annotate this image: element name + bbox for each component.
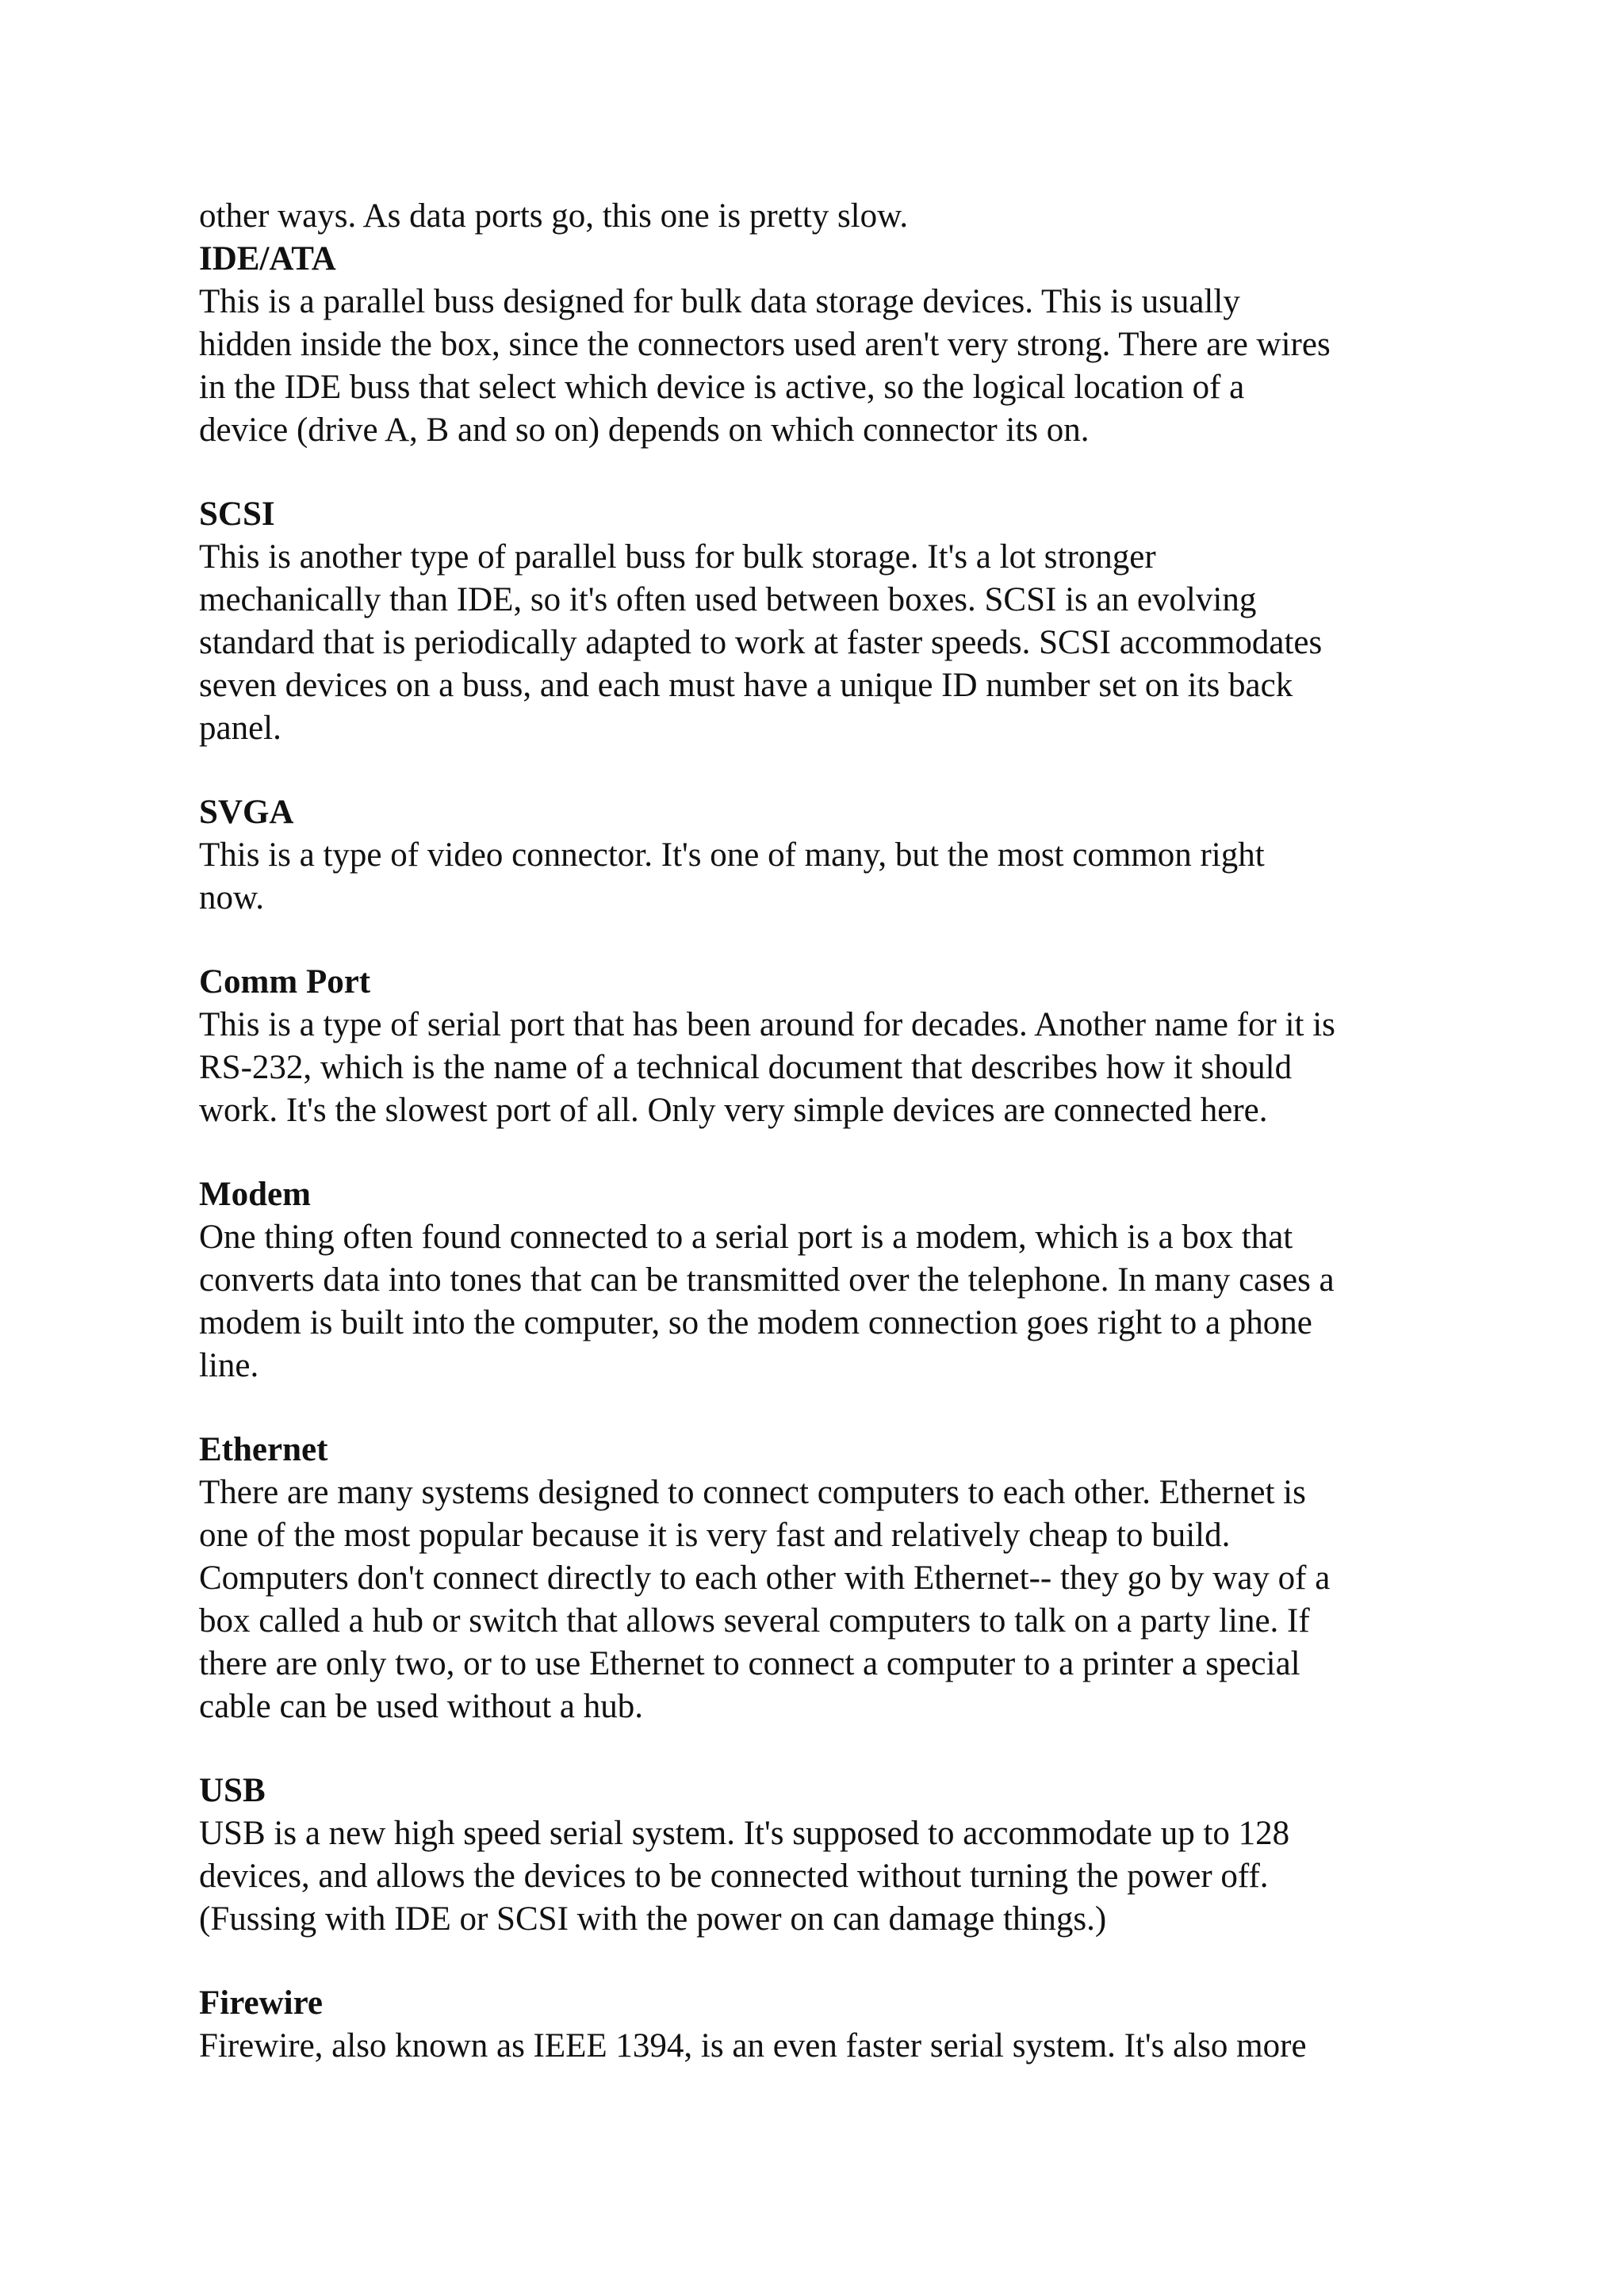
paragraph-line: cable can be used without a hub. [199, 1688, 644, 1725]
paragraph-line: box called a hub or switch that allows several computers to talk on a party line. If [199, 1602, 1310, 1640]
paragraph-gap [199, 452, 1452, 493]
section-ide-ata [199, 238, 1452, 452]
paragraph-line: one of the most popular because it is very fast and relatively cheap to build. [199, 1517, 1231, 1554]
paragraph-line: (Fussing with IDE or SCSI with the power on can damage things.) [199, 1900, 1107, 1938]
paragraph-line: device (drive A, B and so on) depends on which connector its on. [199, 411, 1090, 449]
section-heading: USB [199, 1772, 266, 1809]
paragraph-line: This is a type of video connector. It's one of many, but the most common right [199, 836, 1265, 874]
paragraph-gap [199, 1132, 1452, 1173]
paragraph-line: USB is a new high speed serial system. It's supposed to accommodate up to 128 [199, 1815, 1290, 1852]
paragraph-line: Firewire, also known as IEEE 1394, is an even faster serial system. It's also more [199, 2027, 1307, 2064]
paragraph-line: converts data into tones that can be transmitted over the telephone. In many cases a [199, 1261, 1335, 1299]
paragraph-line: panel. [199, 710, 282, 747]
paragraph-line: devices, and allows the devices to be connected without turning the power off. [199, 1858, 1269, 1895]
paragraph-line: One thing often found connected to a serial port is a modem, which is a box that [199, 1219, 1293, 1256]
paragraph-line: standard that is periodically adapted to work at faster speeds. SCSI accommodates [199, 624, 1323, 661]
intro-line: other ways. As data ports go, this one is pretty slow. [199, 197, 909, 235]
section-heading: Firewire [199, 1984, 324, 2022]
section-heading: Comm Port [199, 963, 371, 1001]
section-comm-port [199, 961, 1452, 1132]
paragraph-line: RS-232, which is the name of a technical document that describes how it should [199, 1049, 1293, 1086]
section-heading: Ethernet [199, 1431, 328, 1468]
paragraph-line: modem is built into the computer, so the modem connection goes right to a phone [199, 1304, 1312, 1341]
paragraph-gap [199, 1728, 1452, 1770]
section-heading: Modem [199, 1176, 311, 1213]
paragraph-line: Computers don't connect directly to each other with Ethernet-- they go by way of a [199, 1559, 1331, 1597]
paragraph-line: mechanically than IDE, so it's often used between boxes. SCSI is an evolving [199, 581, 1257, 618]
paragraph-line: work. It's the slowest port of all. Only very simple devices are connected here. [199, 1092, 1268, 1129]
paragraph-line: there are only two, or to use Ethernet to connect a computer to a printer a special [199, 1645, 1300, 1682]
paragraph-line: This is another type of parallel buss for bulk storage. It's a lot stronger [199, 538, 1156, 576]
section-heading: SVGA [199, 794, 294, 831]
paragraph-line: hidden inside the box, since the connectors used aren't very strong. There are wires [199, 326, 1331, 363]
paragraph-line: line. [199, 1347, 259, 1384]
section-firewire [199, 1982, 1452, 2068]
document-page [199, 195, 1452, 2068]
paragraph-line: in the IDE buss that select which device is active, so the logical location of a [199, 369, 1245, 406]
section-scsi [199, 493, 1452, 750]
section-heading: IDE/ATA [199, 240, 336, 277]
paragraph-line: seven devices on a buss, and each must have a unique ID number set on its back [199, 667, 1293, 704]
section-heading: SCSI [199, 496, 275, 533]
paragraph-gap [199, 750, 1452, 791]
paragraph-line: now. [199, 879, 265, 916]
section-svga [199, 791, 1452, 920]
paragraph-gap [199, 920, 1452, 961]
paragraph-gap [199, 1941, 1452, 1982]
paragraph-line: There are many systems designed to connect computers to each other. Ethernet is [199, 1474, 1306, 1511]
paragraph-gap [199, 1387, 1452, 1429]
section-ethernet [199, 1429, 1452, 1728]
paragraph-line: This is a parallel buss designed for bulk data storage devices. This is usually [199, 283, 1240, 320]
section-usb [199, 1770, 1452, 1941]
section-modem [199, 1173, 1452, 1387]
paragraph-line: This is a type of serial port that has been around for decades. Another name for it is [199, 1006, 1335, 1043]
